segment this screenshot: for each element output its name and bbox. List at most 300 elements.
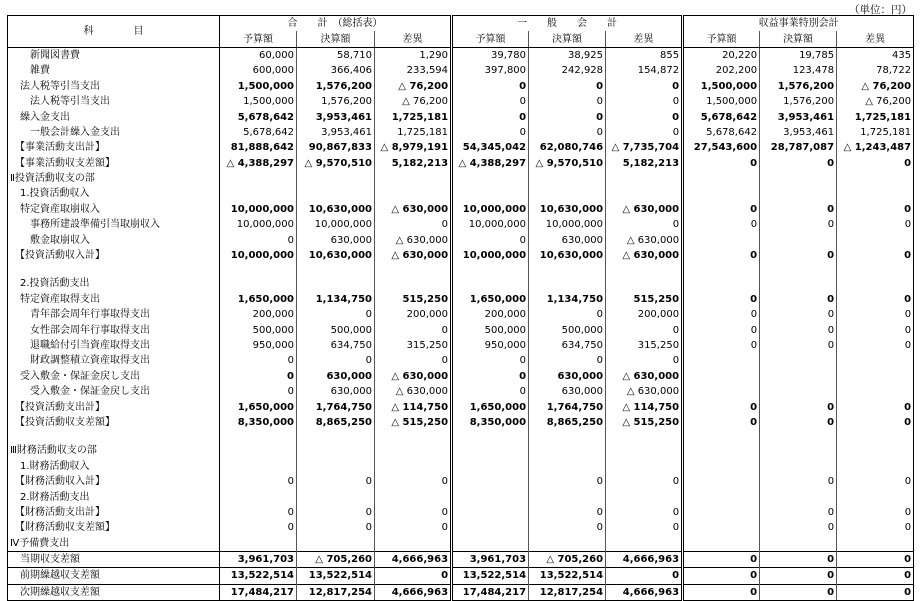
- cell-value: 200,000: [606, 307, 683, 322]
- cell-value: △ 630,000: [375, 369, 452, 384]
- cell-value: [606, 186, 683, 201]
- cell-value: 62,080,746: [529, 140, 606, 155]
- cell-value: 1,725,181: [375, 125, 452, 140]
- cell-value: 600,000: [220, 63, 297, 78]
- cell-value: 0: [760, 202, 837, 217]
- cell-value: 0: [606, 217, 683, 232]
- cell-value: 0: [452, 353, 529, 368]
- cell-value: 5,678,642: [683, 125, 760, 140]
- cell-value: 90,867,833: [297, 140, 375, 155]
- subcol-header: 決算額: [760, 31, 837, 47]
- row-label: 財政調整積立資産取得支出: [8, 353, 220, 368]
- cell-value: 0: [375, 568, 452, 584]
- cell-value: 0: [760, 156, 837, 171]
- cell-value: 0: [606, 94, 683, 109]
- cell-value: [683, 276, 760, 291]
- cell-value: 13,522,514: [297, 568, 375, 584]
- cell-value: 1,134,750: [529, 292, 606, 307]
- subcol-header: 予算額: [452, 31, 529, 47]
- cell-value: △ 630,000: [375, 202, 452, 217]
- cell-value: [529, 536, 606, 552]
- cell-value: △ 76,200: [837, 79, 914, 94]
- cell-value: [606, 430, 683, 443]
- row-label: 1.財務活動収入: [8, 459, 220, 474]
- cell-value: [297, 430, 375, 443]
- cell-value: [683, 443, 760, 458]
- subcol-header: 予算額: [683, 31, 760, 47]
- table-row: [8, 459, 914, 474]
- cell-value: 0: [837, 505, 914, 520]
- unit-label: （単位：円）: [849, 4, 912, 16]
- cell-value: [683, 505, 760, 520]
- cell-value: 10,000,000: [297, 217, 375, 232]
- cell-value: [452, 489, 529, 504]
- row-label: 女性部会周年行事取得支出: [8, 322, 220, 337]
- cell-value: 0: [452, 232, 529, 247]
- cell-value: 0: [683, 399, 760, 414]
- cell-value: [837, 186, 914, 201]
- cell-value: 500,000: [220, 322, 297, 337]
- cell-value: 0: [452, 125, 529, 140]
- table-row: [8, 186, 914, 201]
- cell-value: 0: [606, 505, 683, 520]
- cell-value: 200,000: [452, 307, 529, 322]
- cell-value: 3,953,461: [760, 125, 837, 140]
- table-row: [8, 94, 914, 109]
- cell-value: 1,650,000: [220, 292, 297, 307]
- group-header-total: 合 計 （総括表）: [220, 16, 452, 32]
- cell-value: [760, 459, 837, 474]
- row-label: 当期収支差額: [8, 551, 220, 567]
- subcol-header: 差異: [837, 31, 914, 47]
- table-body: [8, 47, 914, 600]
- cell-value: [529, 171, 606, 186]
- cell-value: 0: [837, 584, 914, 600]
- cell-value: [220, 430, 297, 443]
- cell-value: 634,750: [529, 338, 606, 353]
- cell-value: [683, 430, 760, 443]
- financial-statement-table: [7, 15, 914, 601]
- cell-value: 0: [606, 109, 683, 124]
- row-label: [8, 430, 220, 443]
- cell-value: 0: [837, 248, 914, 263]
- table-row: [8, 232, 914, 247]
- cell-value: △ 630,000: [606, 384, 683, 399]
- cell-value: 4,666,963: [606, 551, 683, 567]
- cell-value: 315,250: [606, 338, 683, 353]
- cell-value: △ 630,000: [606, 232, 683, 247]
- cell-value: 366,406: [297, 63, 375, 78]
- cell-value: 1,500,000: [683, 94, 760, 109]
- cell-value: 0: [683, 248, 760, 263]
- cell-value: [837, 353, 914, 368]
- cell-value: △ 1,243,487: [837, 140, 914, 155]
- cell-value: [529, 263, 606, 276]
- cell-value: 10,000,000: [529, 217, 606, 232]
- cell-value: 13,522,514: [529, 568, 606, 584]
- cell-value: 0: [683, 292, 760, 307]
- cell-value: [297, 186, 375, 201]
- cell-value: 1,576,200: [760, 94, 837, 109]
- cell-value: 0: [760, 399, 837, 414]
- cell-value: [220, 489, 297, 504]
- cell-value: 0: [837, 156, 914, 171]
- cell-value: [220, 276, 297, 291]
- table-row: [8, 322, 914, 337]
- cell-value: [683, 186, 760, 201]
- cell-value: 10,000,000: [220, 217, 297, 232]
- table-row: [8, 551, 914, 567]
- cell-value: 1,500,000: [683, 79, 760, 94]
- cell-value: 0: [837, 568, 914, 584]
- cell-value: [760, 536, 837, 552]
- table-row: [8, 292, 914, 307]
- cell-value: 0: [529, 353, 606, 368]
- cell-value: 397,800: [452, 63, 529, 78]
- cell-value: △ 76,200: [375, 94, 452, 109]
- table-row: [8, 505, 914, 520]
- cell-value: 0: [760, 292, 837, 307]
- cell-value: [606, 443, 683, 458]
- cell-value: 28,787,087: [760, 140, 837, 155]
- cell-value: 855: [606, 47, 683, 63]
- cell-value: 5,678,642: [683, 109, 760, 124]
- cell-value: [375, 276, 452, 291]
- cell-value: △ 114,750: [375, 399, 452, 414]
- subcol-header: 決算額: [529, 31, 606, 47]
- cell-value: 0: [606, 520, 683, 535]
- cell-value: 1,500,000: [220, 79, 297, 94]
- cell-value: [529, 443, 606, 458]
- cell-value: [837, 369, 914, 384]
- cell-value: [375, 171, 452, 186]
- cell-value: 515,250: [375, 292, 452, 307]
- cell-value: 0: [606, 474, 683, 489]
- cell-value: 123,478: [760, 63, 837, 78]
- cell-value: [375, 536, 452, 552]
- cell-value: 1,576,200: [297, 79, 375, 94]
- cell-value: 0: [375, 322, 452, 337]
- table-row: [8, 584, 914, 600]
- cell-value: [452, 520, 529, 535]
- cell-value: [297, 459, 375, 474]
- cell-value: 12,817,254: [529, 584, 606, 600]
- cell-value: [683, 459, 760, 474]
- cell-value: 8,350,000: [220, 415, 297, 430]
- table-row: [8, 202, 914, 217]
- cell-value: [529, 430, 606, 443]
- item-header: 科 目: [8, 16, 220, 48]
- cell-value: 202,200: [683, 63, 760, 78]
- cell-value: 0: [683, 568, 760, 584]
- cell-value: [837, 384, 914, 399]
- cell-value: [760, 186, 837, 201]
- table-row: [8, 353, 914, 368]
- cell-value: △ 705,260: [297, 551, 375, 567]
- cell-value: 39,780: [452, 47, 529, 63]
- cell-value: [760, 276, 837, 291]
- table-row: [8, 489, 914, 504]
- cell-value: 0: [220, 505, 297, 520]
- row-label: 【事業活動支出計】: [8, 140, 220, 155]
- cell-value: [375, 186, 452, 201]
- table-row: [8, 109, 914, 124]
- cell-value: [452, 474, 529, 489]
- row-label: 法人税等引当支出: [8, 79, 220, 94]
- cell-value: [529, 276, 606, 291]
- row-label: 前期繰越収支差額: [8, 568, 220, 584]
- cell-value: 0: [760, 474, 837, 489]
- table-row: [8, 520, 914, 535]
- cell-value: [760, 384, 837, 399]
- cell-value: 1,650,000: [452, 292, 529, 307]
- cell-value: 0: [760, 520, 837, 535]
- row-label: Ⅲ財務活動収支の部: [8, 443, 220, 458]
- cell-value: [297, 536, 375, 552]
- cell-value: 8,865,250: [297, 415, 375, 430]
- row-label: 【投資活動支出計】: [8, 399, 220, 414]
- row-label: 一般会計繰入金支出: [8, 125, 220, 140]
- cell-value: 0: [375, 217, 452, 232]
- cell-value: [375, 459, 452, 474]
- cell-value: 1,576,200: [760, 79, 837, 94]
- table-row: [8, 536, 914, 552]
- cell-value: 0: [297, 474, 375, 489]
- cell-value: 0: [837, 399, 914, 414]
- cell-value: 3,961,703: [220, 551, 297, 567]
- cell-value: 0: [683, 217, 760, 232]
- cell-value: [760, 353, 837, 368]
- cell-value: [375, 489, 452, 504]
- cell-value: 5,678,642: [220, 109, 297, 124]
- cell-value: 630,000: [529, 232, 606, 247]
- cell-value: [760, 171, 837, 186]
- cell-value: [837, 536, 914, 552]
- cell-value: 19,785: [760, 47, 837, 63]
- cell-value: 5,678,642: [220, 125, 297, 140]
- cell-value: 8,350,000: [452, 415, 529, 430]
- cell-value: 0: [760, 307, 837, 322]
- cell-value: 0: [452, 94, 529, 109]
- cell-value: △ 7,735,704: [606, 140, 683, 155]
- cell-value: 515,250: [606, 292, 683, 307]
- table-row: [8, 399, 914, 414]
- cell-value: [606, 263, 683, 276]
- cell-value: △ 515,250: [375, 415, 452, 430]
- cell-value: △ 114,750: [606, 399, 683, 414]
- row-label: 【投資活動収支差額】: [8, 415, 220, 430]
- row-label: 【投資活動収入計】: [8, 248, 220, 263]
- cell-value: 0: [375, 505, 452, 520]
- cell-value: 4,666,963: [375, 551, 452, 567]
- cell-value: 17,484,217: [452, 584, 529, 600]
- cell-value: 54,345,042: [452, 140, 529, 155]
- cell-value: △ 76,200: [375, 79, 452, 94]
- cell-value: [683, 474, 760, 489]
- cell-value: [683, 232, 760, 247]
- cell-value: 0: [837, 474, 914, 489]
- cell-value: [375, 443, 452, 458]
- cell-value: 242,928: [529, 63, 606, 78]
- cell-value: 38,925: [529, 47, 606, 63]
- cell-value: 0: [683, 156, 760, 171]
- cell-value: [760, 489, 837, 504]
- cell-value: 233,594: [375, 63, 452, 78]
- cell-value: 0: [452, 109, 529, 124]
- cell-value: 3,953,461: [297, 109, 375, 124]
- cell-value: 0: [760, 248, 837, 263]
- cell-value: [297, 443, 375, 458]
- cell-value: [837, 263, 914, 276]
- cell-value: 13,522,514: [452, 568, 529, 584]
- cell-value: 0: [529, 307, 606, 322]
- row-label: 2.投資活動支出: [8, 276, 220, 291]
- cell-value: [606, 459, 683, 474]
- cell-value: 0: [220, 384, 297, 399]
- cell-value: 0: [837, 338, 914, 353]
- table-row: [8, 217, 914, 232]
- cell-value: 1,725,181: [837, 125, 914, 140]
- cell-value: 10,000,000: [220, 248, 297, 263]
- cell-value: 154,872: [606, 63, 683, 78]
- subcol-header: 予算額: [220, 31, 297, 47]
- row-label: 新聞図書費: [8, 47, 220, 63]
- table-row: [8, 276, 914, 291]
- cell-value: 78,722: [837, 63, 914, 78]
- cell-value: 0: [297, 307, 375, 322]
- cell-value: [220, 443, 297, 458]
- row-label: 繰入金支出: [8, 109, 220, 124]
- cell-value: 4,666,963: [375, 584, 452, 600]
- cell-value: [837, 489, 914, 504]
- cell-value: [452, 459, 529, 474]
- group-header-general: 一 般 会 計: [452, 16, 683, 32]
- cell-value: 630,000: [297, 369, 375, 384]
- cell-value: 0: [683, 202, 760, 217]
- cell-value: [297, 171, 375, 186]
- cell-value: △ 630,000: [375, 248, 452, 263]
- cell-value: 5,182,213: [606, 156, 683, 171]
- cell-value: 0: [375, 353, 452, 368]
- row-label: 【財務活動支出計】: [8, 505, 220, 520]
- cell-value: 3,961,703: [452, 551, 529, 567]
- table-row: [8, 338, 914, 353]
- cell-value: [606, 536, 683, 552]
- cell-value: 0: [220, 353, 297, 368]
- row-label: 次期繰越収支差額: [8, 584, 220, 600]
- cell-value: [683, 353, 760, 368]
- cell-value: 0: [760, 551, 837, 567]
- cell-value: 0: [837, 217, 914, 232]
- cell-value: 0: [529, 125, 606, 140]
- cell-value: [760, 232, 837, 247]
- row-label: 雑費: [8, 63, 220, 78]
- cell-value: [837, 171, 914, 186]
- cell-value: 0: [683, 307, 760, 322]
- row-label: 【事業活動収支差額】: [8, 156, 220, 171]
- header-group-row: [8, 16, 914, 32]
- table-row: [8, 568, 914, 584]
- table-row: [8, 140, 914, 155]
- cell-value: 0: [375, 474, 452, 489]
- cell-value: [683, 536, 760, 552]
- cell-value: 1,764,750: [297, 399, 375, 414]
- row-label: [8, 263, 220, 276]
- cell-value: 0: [297, 353, 375, 368]
- row-label: 1.投資活動収入: [8, 186, 220, 201]
- cell-value: 0: [297, 520, 375, 535]
- cell-value: [683, 263, 760, 276]
- cell-value: 10,630,000: [529, 202, 606, 217]
- cell-value: 1,650,000: [220, 399, 297, 414]
- cell-value: 0: [297, 505, 375, 520]
- cell-value: △ 705,260: [529, 551, 606, 567]
- cell-value: [452, 263, 529, 276]
- table-row: [8, 384, 914, 399]
- row-label: 退職給付引当資産取得支出: [8, 338, 220, 353]
- cell-value: 0: [220, 232, 297, 247]
- cell-value: 200,000: [375, 307, 452, 322]
- subcol-header: 決算額: [297, 31, 375, 47]
- row-label: 法人税等引当支出: [8, 94, 220, 109]
- cell-value: 0: [837, 202, 914, 217]
- cell-value: 20,220: [683, 47, 760, 63]
- cell-value: [375, 263, 452, 276]
- table-row: [8, 443, 914, 458]
- cell-value: 0: [220, 520, 297, 535]
- cell-value: 1,764,750: [529, 399, 606, 414]
- subcol-header: 差異: [375, 31, 452, 47]
- cell-value: [683, 489, 760, 504]
- table-row: [8, 171, 914, 186]
- cell-value: 0: [760, 338, 837, 353]
- cell-value: 8,865,250: [529, 415, 606, 430]
- cell-value: 950,000: [220, 338, 297, 353]
- cell-value: 12,817,254: [297, 584, 375, 600]
- cell-value: [452, 276, 529, 291]
- cell-value: [529, 186, 606, 201]
- cell-value: 500,000: [452, 322, 529, 337]
- table-row: [8, 307, 914, 322]
- cell-value: 0: [760, 505, 837, 520]
- cell-value: 0: [683, 551, 760, 567]
- cell-value: 27,543,600: [683, 140, 760, 155]
- cell-value: [760, 263, 837, 276]
- row-label: 受入敷金・保証金戻し支出: [8, 384, 220, 399]
- cell-value: [220, 536, 297, 552]
- cell-value: 10,000,000: [452, 202, 529, 217]
- cell-value: [837, 232, 914, 247]
- cell-value: 0: [606, 353, 683, 368]
- cell-value: △ 4,388,297: [220, 156, 297, 171]
- row-label: 特定資産取得支出: [8, 292, 220, 307]
- table-row: [8, 263, 914, 276]
- table-row: [8, 474, 914, 489]
- cell-value: 630,000: [297, 384, 375, 399]
- cell-value: 0: [606, 322, 683, 337]
- cell-value: 0: [683, 322, 760, 337]
- cell-value: 950,000: [452, 338, 529, 353]
- cell-value: △ 76,200: [837, 94, 914, 109]
- cell-value: [837, 459, 914, 474]
- cell-value: 0: [606, 568, 683, 584]
- cell-value: [452, 186, 529, 201]
- cell-value: [760, 369, 837, 384]
- cell-value: [297, 263, 375, 276]
- cell-value: 0: [606, 79, 683, 94]
- row-label: 【財務活動収入計】: [8, 474, 220, 489]
- cell-value: 0: [760, 322, 837, 337]
